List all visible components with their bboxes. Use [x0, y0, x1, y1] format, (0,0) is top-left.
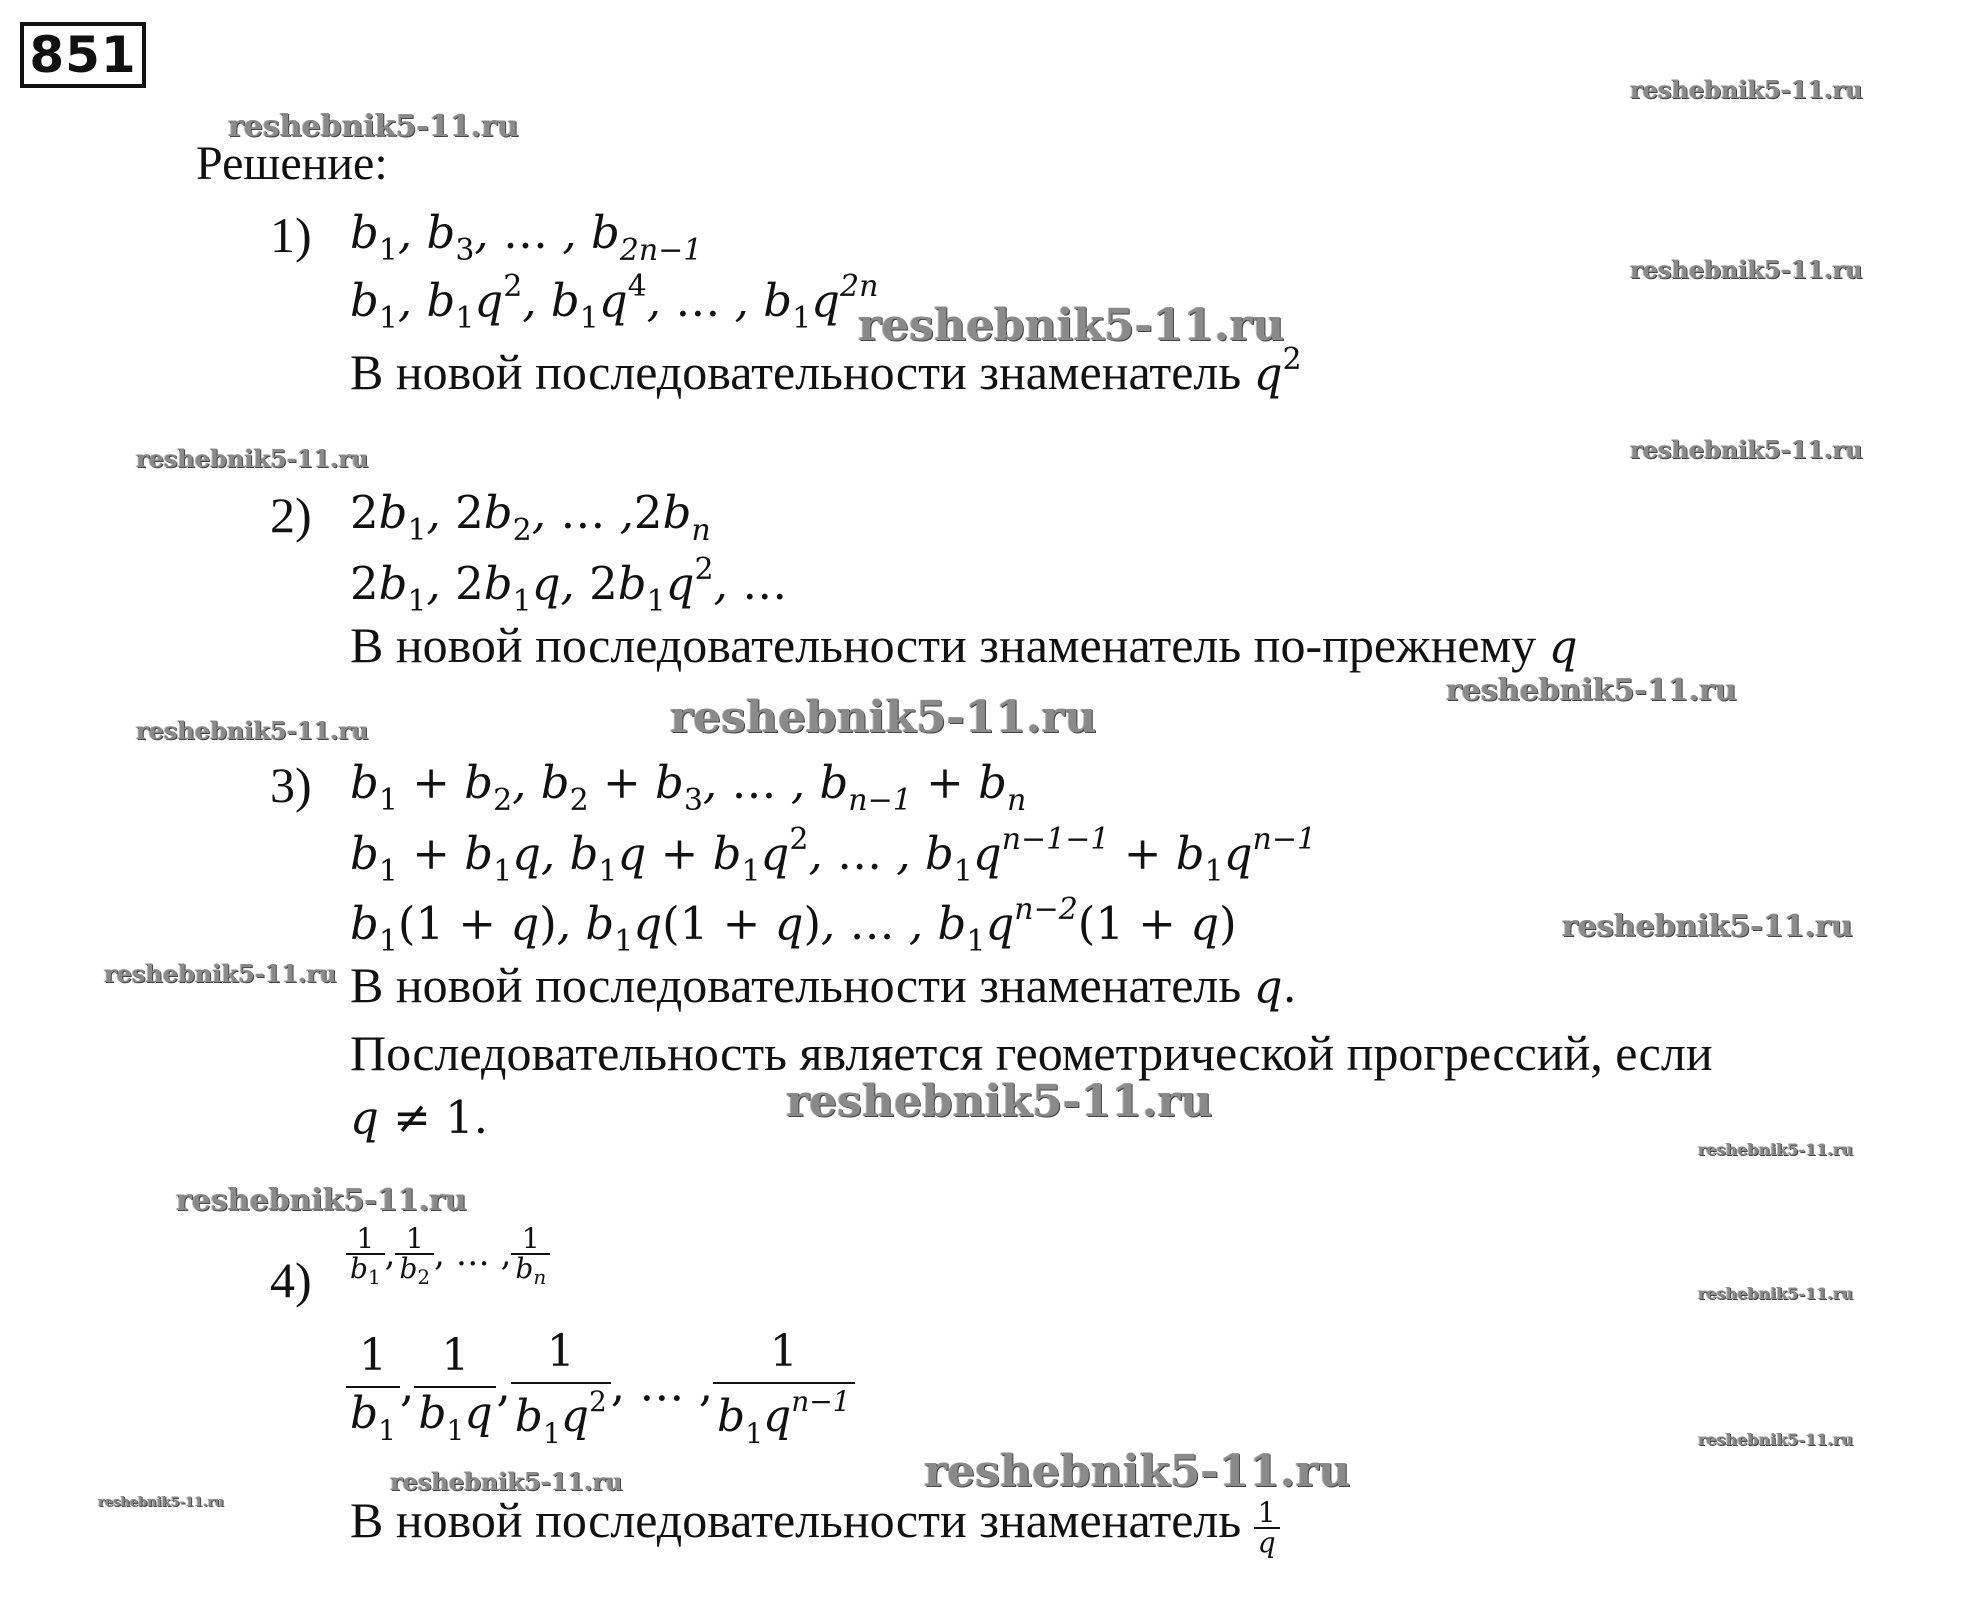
watermark: reshebnik5-11.ru	[858, 300, 1285, 351]
part-4-sequence: $\frac{1}{b_1}$ , $\frac{1}{b_2}$ , … , $\frac{1}{b_n}$	[346, 1225, 550, 1287]
watermark: reshebnik5-11.ru	[786, 1076, 1213, 1127]
part-3-expanded: $b_1 + b_1q$, $b_1q + b_1q^2$, … , $b_1q^{n-1-1} + b_1q^{n-1}$	[350, 822, 1317, 889]
part-4-conclusion	[350, 1492, 1280, 1559]
part-1-ratio: $q^2$	[1253, 342, 1302, 400]
watermark: reshebnik5-11.ru	[228, 109, 519, 144]
watermark: reshebnik5-11.ru	[1698, 1430, 1854, 1449]
part-4-expanded: $\frac{1}{b_1}$ , $\frac{1}{b_1q}$ , $\frac{1}{b_1q^2}$ , … , $\frac{1}{b_1q^{n-1}}$	[346, 1330, 855, 1448]
part-3-ratio: q.	[1253, 960, 1297, 1013]
watermark: reshebnik5-11.ru	[136, 444, 369, 473]
watermark: reshebnik5-11.ru	[1446, 673, 1737, 708]
watermark: reshebnik5-11.ru	[98, 1495, 225, 1510]
watermark: reshebnik5-11.ru	[390, 1467, 623, 1496]
solution-heading: Решение:	[196, 137, 388, 190]
watermark: reshebnik5-11.ru	[1630, 435, 1863, 464]
watermark: reshebnik5-11.ru	[1630, 255, 1863, 284]
part-3-conclusion	[350, 957, 1297, 1013]
part-2-ratio: q	[1548, 620, 1578, 673]
part-2-expanded: $2b_1$, $2b_1q$, $2b_1q^2$, …	[350, 552, 788, 619]
part-1-expanded: $b_1$, $b_1q^2$, $b_1q^4$, … , $b_1q^{2n}$	[350, 269, 879, 336]
part-4-label: 4)	[270, 1252, 312, 1308]
part-3-sequence: $b_1 + b_2$, $b_2 + b_3$, … , $b_{n-1} + b_n$	[350, 756, 1027, 818]
part-2-conclusion	[350, 617, 1578, 673]
part-3-label: 3)	[270, 757, 312, 813]
part-2-label: 2)	[270, 487, 312, 543]
part-3-conclusion-text: В новой последовательности знаменатель	[350, 957, 1242, 1013]
part-3-note: Последовательность является геометрической прогрессий, если	[350, 1025, 1713, 1081]
part-4-ratio: $\frac{1}{q}$	[1254, 1506, 1280, 1546]
part-4-conclusion-text: В новой последовательности знаменатель	[350, 1492, 1242, 1548]
part-1-label: 1)	[270, 207, 312, 263]
part-2-sequence: $2b_1$, $2b_2$, … $,2b_n$	[350, 486, 711, 548]
watermark: reshebnik5-11.ru	[1562, 909, 1853, 944]
watermark: reshebnik5-11.ru	[1698, 1284, 1854, 1303]
watermark: reshebnik5-11.ru	[924, 1446, 1351, 1497]
watermark: reshebnik5-11.ru	[1630, 75, 1863, 104]
watermark: reshebnik5-11.ru	[1698, 1140, 1854, 1159]
part-1-conclusion	[350, 342, 1302, 400]
part-3-factored: $b_1(1 + q)$, $b_1q(1 + q)$, … , $b_1q^{n-2}(1 + q)$	[350, 892, 1237, 959]
part-1-conclusion-text: В новой последовательности знаменатель	[350, 344, 1242, 400]
watermark: reshebnik5-11.ru	[104, 959, 337, 988]
watermark: reshebnik5-11.ru	[136, 716, 369, 745]
part-2-conclusion-text: В новой последовательности знаменатель по-прежнему	[350, 617, 1537, 673]
watermark: reshebnik5-11.ru	[176, 1183, 467, 1218]
part-3-condition: q ≠ 1.	[350, 1091, 489, 1144]
watermark: reshebnik5-11.ru	[670, 692, 1097, 743]
part-1-sequence: $b_1$, $b_3$, … , $b_{2n-1}$	[350, 206, 703, 268]
problem-number: 851	[20, 22, 146, 88]
